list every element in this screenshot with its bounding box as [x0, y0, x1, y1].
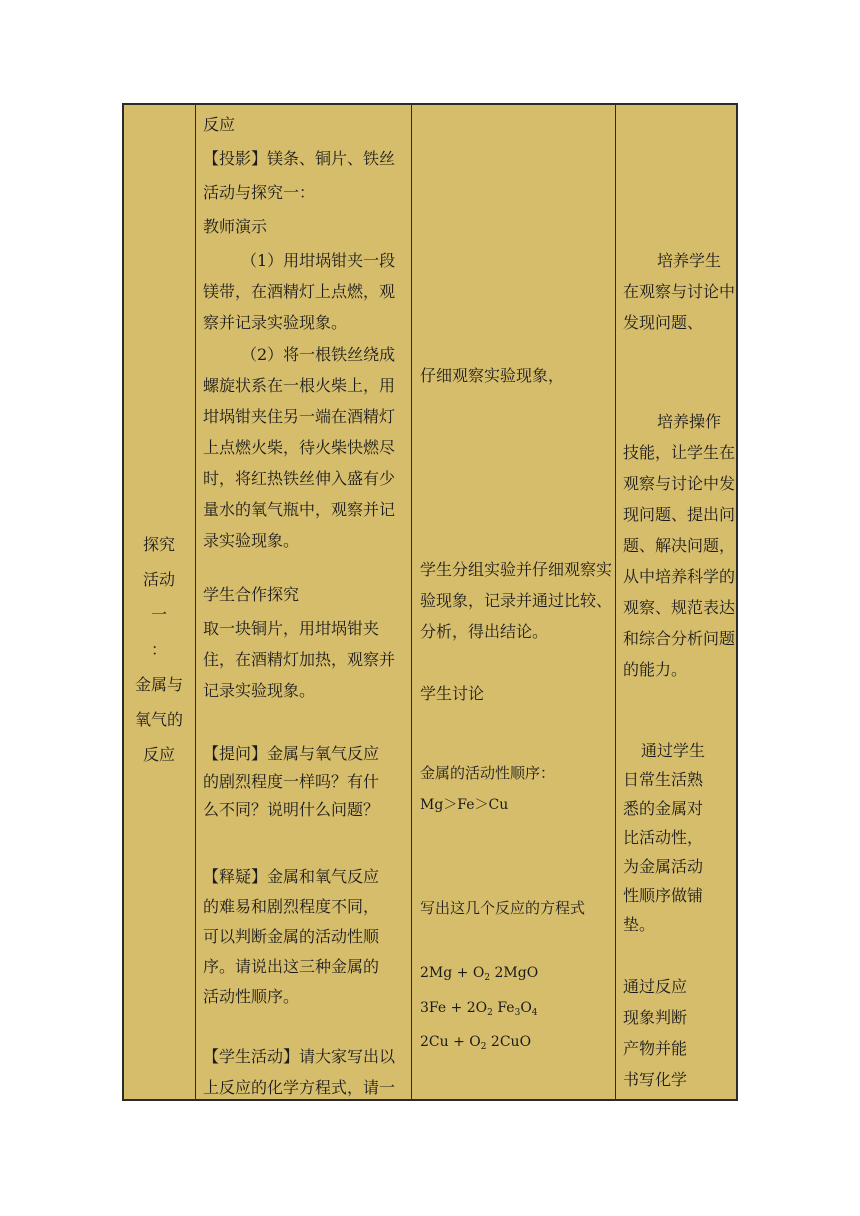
discuss-title: 学生讨论: [420, 684, 485, 703]
column-divider: [195, 103, 196, 1101]
label-line: 活动: [142, 570, 175, 589]
aim-4: 通过反应现象判断产物并能书写化学: [623, 977, 688, 1089]
label-line: 探究: [142, 535, 175, 554]
observe-text: 仔细观察实验现象，: [420, 366, 565, 385]
activity-label: [127, 527, 191, 772]
label-line: ：: [150, 640, 167, 659]
label-line: 反应: [142, 745, 175, 764]
label-line: 一: [150, 605, 167, 624]
activity-title: 活动与探究一：: [203, 183, 316, 202]
label-line: 金属与: [134, 675, 183, 694]
group-experiment: 学生分组实验并仔细观察实验现象，记录并通过比较、分析，得出结论。: [420, 560, 613, 641]
aim-2: 培养操作技能，让学生在观察与讨论中发现问题、提出问题、解决问题，从中培养科学的观察、规范表达和综合分析问题的能力。: [623, 412, 736, 679]
coop-title: 学生合作探究: [203, 585, 300, 604]
step-2: （2）将一根铁丝绕成螺旋状系在一根火柴上，用坩埚钳夹住另一端在酒精灯上点燃火柴，待火柴快燃尽时，将红热铁丝伸入盛有少量水的氧气瓶中，观察并记录实验现象。: [203, 345, 396, 550]
label-line: 氧气的: [134, 710, 183, 729]
equation-cu: $2Cu + O_2$ 2CuO: [420, 1034, 532, 1052]
text-line: 反应: [203, 115, 236, 134]
order-label: 金属的活动性顺序：: [420, 764, 556, 782]
teacher-demo: 教师演示: [203, 217, 268, 236]
step-1: （1）用坩埚钳夹一段镁带，在酒精灯上点燃，观察并记录实验现象。: [203, 251, 396, 332]
projection-text: 【投影】镁条、铜片、铁丝: [203, 149, 396, 168]
aim-3: 通过学生日常生活熟悉的金属对比活动性，为金属活动性顺序做铺垫。: [623, 741, 706, 934]
question-text: 【提问】金属与氧气反应的剧烈程度一样吗？有什么不同？说明什么问题？: [203, 744, 380, 819]
coop-text: 取一块铜片，用坩埚钳夹住，在酒精灯加热，观察并记录实验现象。: [203, 619, 396, 700]
explain-text: 【释疑】金属和氧气反应的难易和剧烈程度不同，可以判断金属的活动性顺序。请说出这三种金属的活动性顺序。: [203, 867, 380, 1006]
equation-mg: $2Mg + O_2$ 2MgO: [420, 965, 539, 983]
aim-1: 培养学生在观察与讨论中发现问题、: [623, 251, 736, 332]
activity-order: Mg＞Fe＞Cu: [420, 797, 509, 813]
column-divider: [411, 103, 412, 1101]
student-activity: 【学生活动】请大家写出以上反应的化学方程式，请一: [203, 1047, 396, 1097]
column-divider: [615, 103, 616, 1101]
write-equations: 写出这几个反应的方程式: [420, 899, 586, 917]
equation-fe: $3Fe + 2O_2$ $Fe_3O_4$: [420, 1000, 538, 1018]
